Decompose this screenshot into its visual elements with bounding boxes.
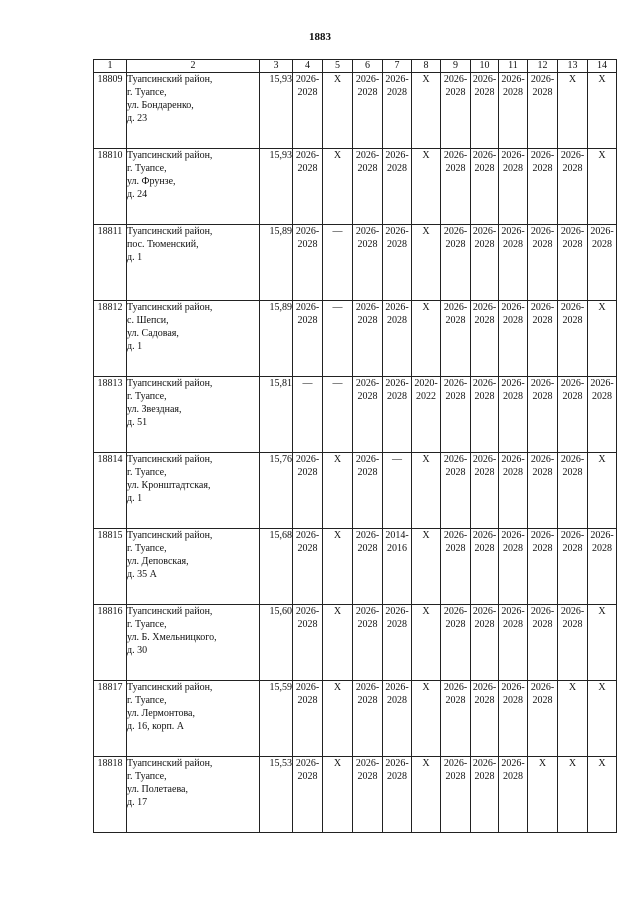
period-cell: 2026- 2028 (528, 681, 558, 757)
column-header: 13 (558, 60, 588, 73)
record-number: 18812 (94, 301, 127, 377)
address-line: ул. Лермонтова, (127, 708, 195, 719)
address-line: Туапсинский район, (127, 682, 213, 693)
column-header: 6 (353, 60, 383, 73)
address-line: Туапсинский район, (127, 302, 213, 313)
area-value: 15,59 (260, 681, 293, 757)
period-cell: — (383, 453, 412, 529)
period-cell: X (412, 681, 441, 757)
period-cell: 2026- 2028 (383, 73, 412, 149)
period-cell: 2026- 2028 (293, 301, 323, 377)
period-cell: X (412, 529, 441, 605)
address-line: ул. Деповская, (127, 556, 189, 567)
address-line: с. Шепси, (127, 315, 169, 326)
column-header: 10 (471, 60, 499, 73)
area-value: 15,68 (260, 529, 293, 605)
table-row (94, 73, 617, 149)
period-cell: X (412, 605, 441, 681)
address-cell (127, 605, 260, 681)
area-value: 15,53 (260, 757, 293, 833)
record-number: 18817 (94, 681, 127, 757)
page-number: 1883 (309, 31, 331, 43)
period-cell: 2026- 2028 (471, 757, 499, 833)
header-row (94, 60, 617, 73)
table-body (94, 73, 617, 833)
period-cell: X (412, 225, 441, 301)
address-line: д. 16, корп. А (127, 721, 185, 732)
period-cell: 2026- 2028 (528, 225, 558, 301)
period-cell: 2026- 2028 (293, 605, 323, 681)
period-cell: X (558, 681, 588, 757)
period-cell: 2026- 2028 (353, 377, 383, 453)
address-line: г. Туапсе, (127, 163, 167, 174)
period-cell: X (588, 149, 617, 225)
table-row (94, 529, 617, 605)
address-line: пос. Тюменский, (127, 239, 199, 250)
column-header: 12 (528, 60, 558, 73)
period-cell: 2026- 2028 (293, 681, 323, 757)
period-cell: 2026- 2028 (499, 301, 528, 377)
period-cell: 2026- 2028 (471, 73, 499, 149)
period-cell: 2026- 2028 (499, 73, 528, 149)
period-cell: 2026- 2028 (441, 301, 471, 377)
period-cell: 2026- 2028 (353, 681, 383, 757)
period-cell: 2026- 2028 (499, 757, 528, 833)
address-line: г. Туапсе, (127, 619, 167, 630)
address-cell (127, 453, 260, 529)
area-value: 15,89 (260, 301, 293, 377)
period-cell: 2026- 2028 (441, 225, 471, 301)
period-cell: X (323, 681, 353, 757)
period-cell: 2026- 2028 (353, 605, 383, 681)
table-row (94, 681, 617, 757)
period-cell: 2026- 2028 (471, 529, 499, 605)
area-value: 15,93 (260, 73, 293, 149)
period-cell: 2026- 2028 (383, 757, 412, 833)
period-cell: 2026- 2028 (558, 453, 588, 529)
record-number: 18818 (94, 757, 127, 833)
address-line: ул. Садовая, (127, 328, 179, 339)
period-cell: 2026- 2028 (558, 225, 588, 301)
period-cell: X (323, 149, 353, 225)
period-cell: 2026- 2028 (558, 301, 588, 377)
address-line: Туапсинский район, (127, 454, 213, 465)
period-cell: 2026- 2028 (441, 757, 471, 833)
address-line: д. 51 (127, 417, 148, 428)
period-cell: 2026- 2028 (558, 149, 588, 225)
period-cell: 2026- 2028 (499, 225, 528, 301)
period-cell: 2026- 2028 (383, 225, 412, 301)
period-cell: 2026- 2028 (441, 529, 471, 605)
period-cell: X (588, 73, 617, 149)
column-header: 7 (383, 60, 412, 73)
period-cell: 2026- 2028 (293, 73, 323, 149)
period-cell: 2026- 2028 (528, 529, 558, 605)
period-cell: X (588, 757, 617, 833)
period-cell: X (412, 73, 441, 149)
address-line: д. 24 (127, 189, 148, 200)
period-cell: X (588, 301, 617, 377)
address-line: д. 1 (127, 252, 143, 263)
period-cell: 2026- 2028 (441, 149, 471, 225)
period-cell: 2026- 2028 (441, 377, 471, 453)
address-line: ул. Полетаева, (127, 784, 188, 795)
address-cell (127, 301, 260, 377)
period-cell: 2026- 2028 (499, 377, 528, 453)
period-cell: 2026- 2028 (588, 377, 617, 453)
address-line: ул. Фрунзе, (127, 176, 176, 187)
address-line: Туапсинский район, (127, 606, 213, 617)
period-cell: 2026- 2028 (353, 529, 383, 605)
table-row (94, 453, 617, 529)
period-cell: 2026- 2028 (441, 453, 471, 529)
period-cell: 2026- 2028 (588, 529, 617, 605)
period-cell: 2026- 2028 (293, 149, 323, 225)
column-header: 5 (323, 60, 353, 73)
address-line: Туапсинский район, (127, 74, 213, 85)
period-cell: X (588, 453, 617, 529)
period-cell: 2026- 2028 (383, 301, 412, 377)
period-cell: — (323, 301, 353, 377)
period-cell: 2026- 2028 (471, 453, 499, 529)
address-line: Туапсинский район, (127, 226, 213, 237)
address-line: Туапсинский район, (127, 150, 213, 161)
period-cell: 2026- 2028 (293, 453, 323, 529)
period-cell: 2026- 2028 (499, 529, 528, 605)
table-row (94, 225, 617, 301)
period-cell: 2026- 2028 (528, 73, 558, 149)
area-value: 15,81 (260, 377, 293, 453)
period-cell: X (323, 73, 353, 149)
address-line: г. Туапсе, (127, 771, 167, 782)
address-line: ул. Б. Хмельницкого, (127, 632, 217, 643)
period-cell: — (293, 377, 323, 453)
address-line: д. 1 (127, 493, 143, 504)
period-cell: X (323, 605, 353, 681)
period-cell: 2026- 2028 (293, 225, 323, 301)
period-cell: 2026- 2028 (471, 681, 499, 757)
period-cell: 2026- 2028 (471, 225, 499, 301)
address-line: д. 23 (127, 113, 148, 124)
address-line: г. Туапсе, (127, 391, 167, 402)
period-cell: 2026- 2028 (383, 377, 412, 453)
record-number: 18813 (94, 377, 127, 453)
period-cell: X (528, 757, 558, 833)
area-value: 15,60 (260, 605, 293, 681)
address-cell (127, 757, 260, 833)
column-header: 14 (588, 60, 617, 73)
period-cell: 2026- 2028 (528, 377, 558, 453)
period-cell: — (323, 225, 353, 301)
period-cell: 2026- 2028 (528, 149, 558, 225)
period-cell: 2026- 2028 (471, 605, 499, 681)
address-line: ул. Бондаренко, (127, 100, 194, 111)
period-cell: 2026- 2028 (499, 453, 528, 529)
address-cell (127, 377, 260, 453)
address-line: д. 17 (127, 797, 148, 808)
period-cell: 2026- 2028 (441, 605, 471, 681)
period-cell: X (412, 757, 441, 833)
period-cell: X (588, 681, 617, 757)
period-cell: 2020- 2022 (412, 377, 441, 453)
period-cell: 2026- 2028 (293, 529, 323, 605)
table-row (94, 377, 617, 453)
period-cell: 2026- 2028 (499, 681, 528, 757)
period-cell: 2026- 2028 (383, 681, 412, 757)
address-line: г. Туапсе, (127, 87, 167, 98)
address-cell (127, 225, 260, 301)
period-cell: 2026- 2028 (558, 377, 588, 453)
address-line: г. Туапсе, (127, 695, 167, 706)
column-header: 8 (412, 60, 441, 73)
record-number: 18810 (94, 149, 127, 225)
period-cell: X (412, 149, 441, 225)
period-cell: 2026- 2028 (353, 453, 383, 529)
period-cell: X (323, 529, 353, 605)
period-cell: 2026- 2028 (558, 529, 588, 605)
period-cell: 2026- 2028 (353, 301, 383, 377)
table-row (94, 605, 617, 681)
record-number: 18816 (94, 605, 127, 681)
period-cell: 2026- 2028 (293, 757, 323, 833)
period-cell: 2026- 2028 (528, 301, 558, 377)
period-cell: 2026- 2028 (528, 453, 558, 529)
area-value: 15,89 (260, 225, 293, 301)
address-cell (127, 73, 260, 149)
address-cell (127, 681, 260, 757)
address-line: г. Туапсе, (127, 467, 167, 478)
address-line: ул. Кронштадтская, (127, 480, 211, 491)
table-row (94, 301, 617, 377)
period-cell: X (558, 73, 588, 149)
period-cell: X (588, 605, 617, 681)
period-cell: 2026- 2028 (588, 225, 617, 301)
period-cell: — (323, 377, 353, 453)
period-cell: 2026- 2028 (353, 225, 383, 301)
period-cell: 2026- 2028 (441, 73, 471, 149)
address-cell (127, 529, 260, 605)
column-header: 11 (499, 60, 528, 73)
address-line: д. 35 А (127, 569, 157, 580)
period-cell: 2026- 2028 (353, 757, 383, 833)
address-line: г. Туапсе, (127, 543, 167, 554)
period-cell: X (323, 757, 353, 833)
period-cell: 2026- 2028 (383, 605, 412, 681)
table-row (94, 149, 617, 225)
period-cell: 2026- 2028 (353, 149, 383, 225)
address-line: д. 1 (127, 341, 143, 352)
period-cell: 2026- 2028 (471, 377, 499, 453)
address-line: д. 30 (127, 645, 148, 656)
period-cell: X (558, 757, 588, 833)
table-row (94, 757, 617, 833)
column-header: 1 (94, 60, 127, 73)
column-header: 2 (127, 60, 260, 73)
period-cell: 2026- 2028 (558, 605, 588, 681)
address-line: ул. Звездная, (127, 404, 182, 415)
record-number: 18809 (94, 73, 127, 149)
period-cell: X (412, 453, 441, 529)
period-cell: 2026- 2028 (471, 149, 499, 225)
period-cell: 2014- 2016 (383, 529, 412, 605)
record-number: 18811 (94, 225, 127, 301)
area-value: 15,93 (260, 149, 293, 225)
address-line: Туапсинский район, (127, 530, 213, 541)
address-line: Туапсинский район, (127, 758, 213, 769)
period-cell: 2026- 2028 (528, 605, 558, 681)
record-number: 18814 (94, 453, 127, 529)
period-cell: 2026- 2028 (353, 73, 383, 149)
record-number: 18815 (94, 529, 127, 605)
column-header: 3 (260, 60, 293, 73)
period-cell: 2026- 2028 (471, 301, 499, 377)
address-cell (127, 149, 260, 225)
column-header: 9 (441, 60, 471, 73)
period-cell: 2026- 2028 (499, 149, 528, 225)
period-cell: 2026- 2028 (441, 681, 471, 757)
period-cell: 2026- 2028 (499, 605, 528, 681)
period-cell: X (323, 453, 353, 529)
address-line: Туапсинский район, (127, 378, 213, 389)
period-cell: X (412, 301, 441, 377)
column-header: 4 (293, 60, 323, 73)
registry-table (93, 59, 617, 833)
period-cell: 2026- 2028 (383, 149, 412, 225)
area-value: 15,76 (260, 453, 293, 529)
